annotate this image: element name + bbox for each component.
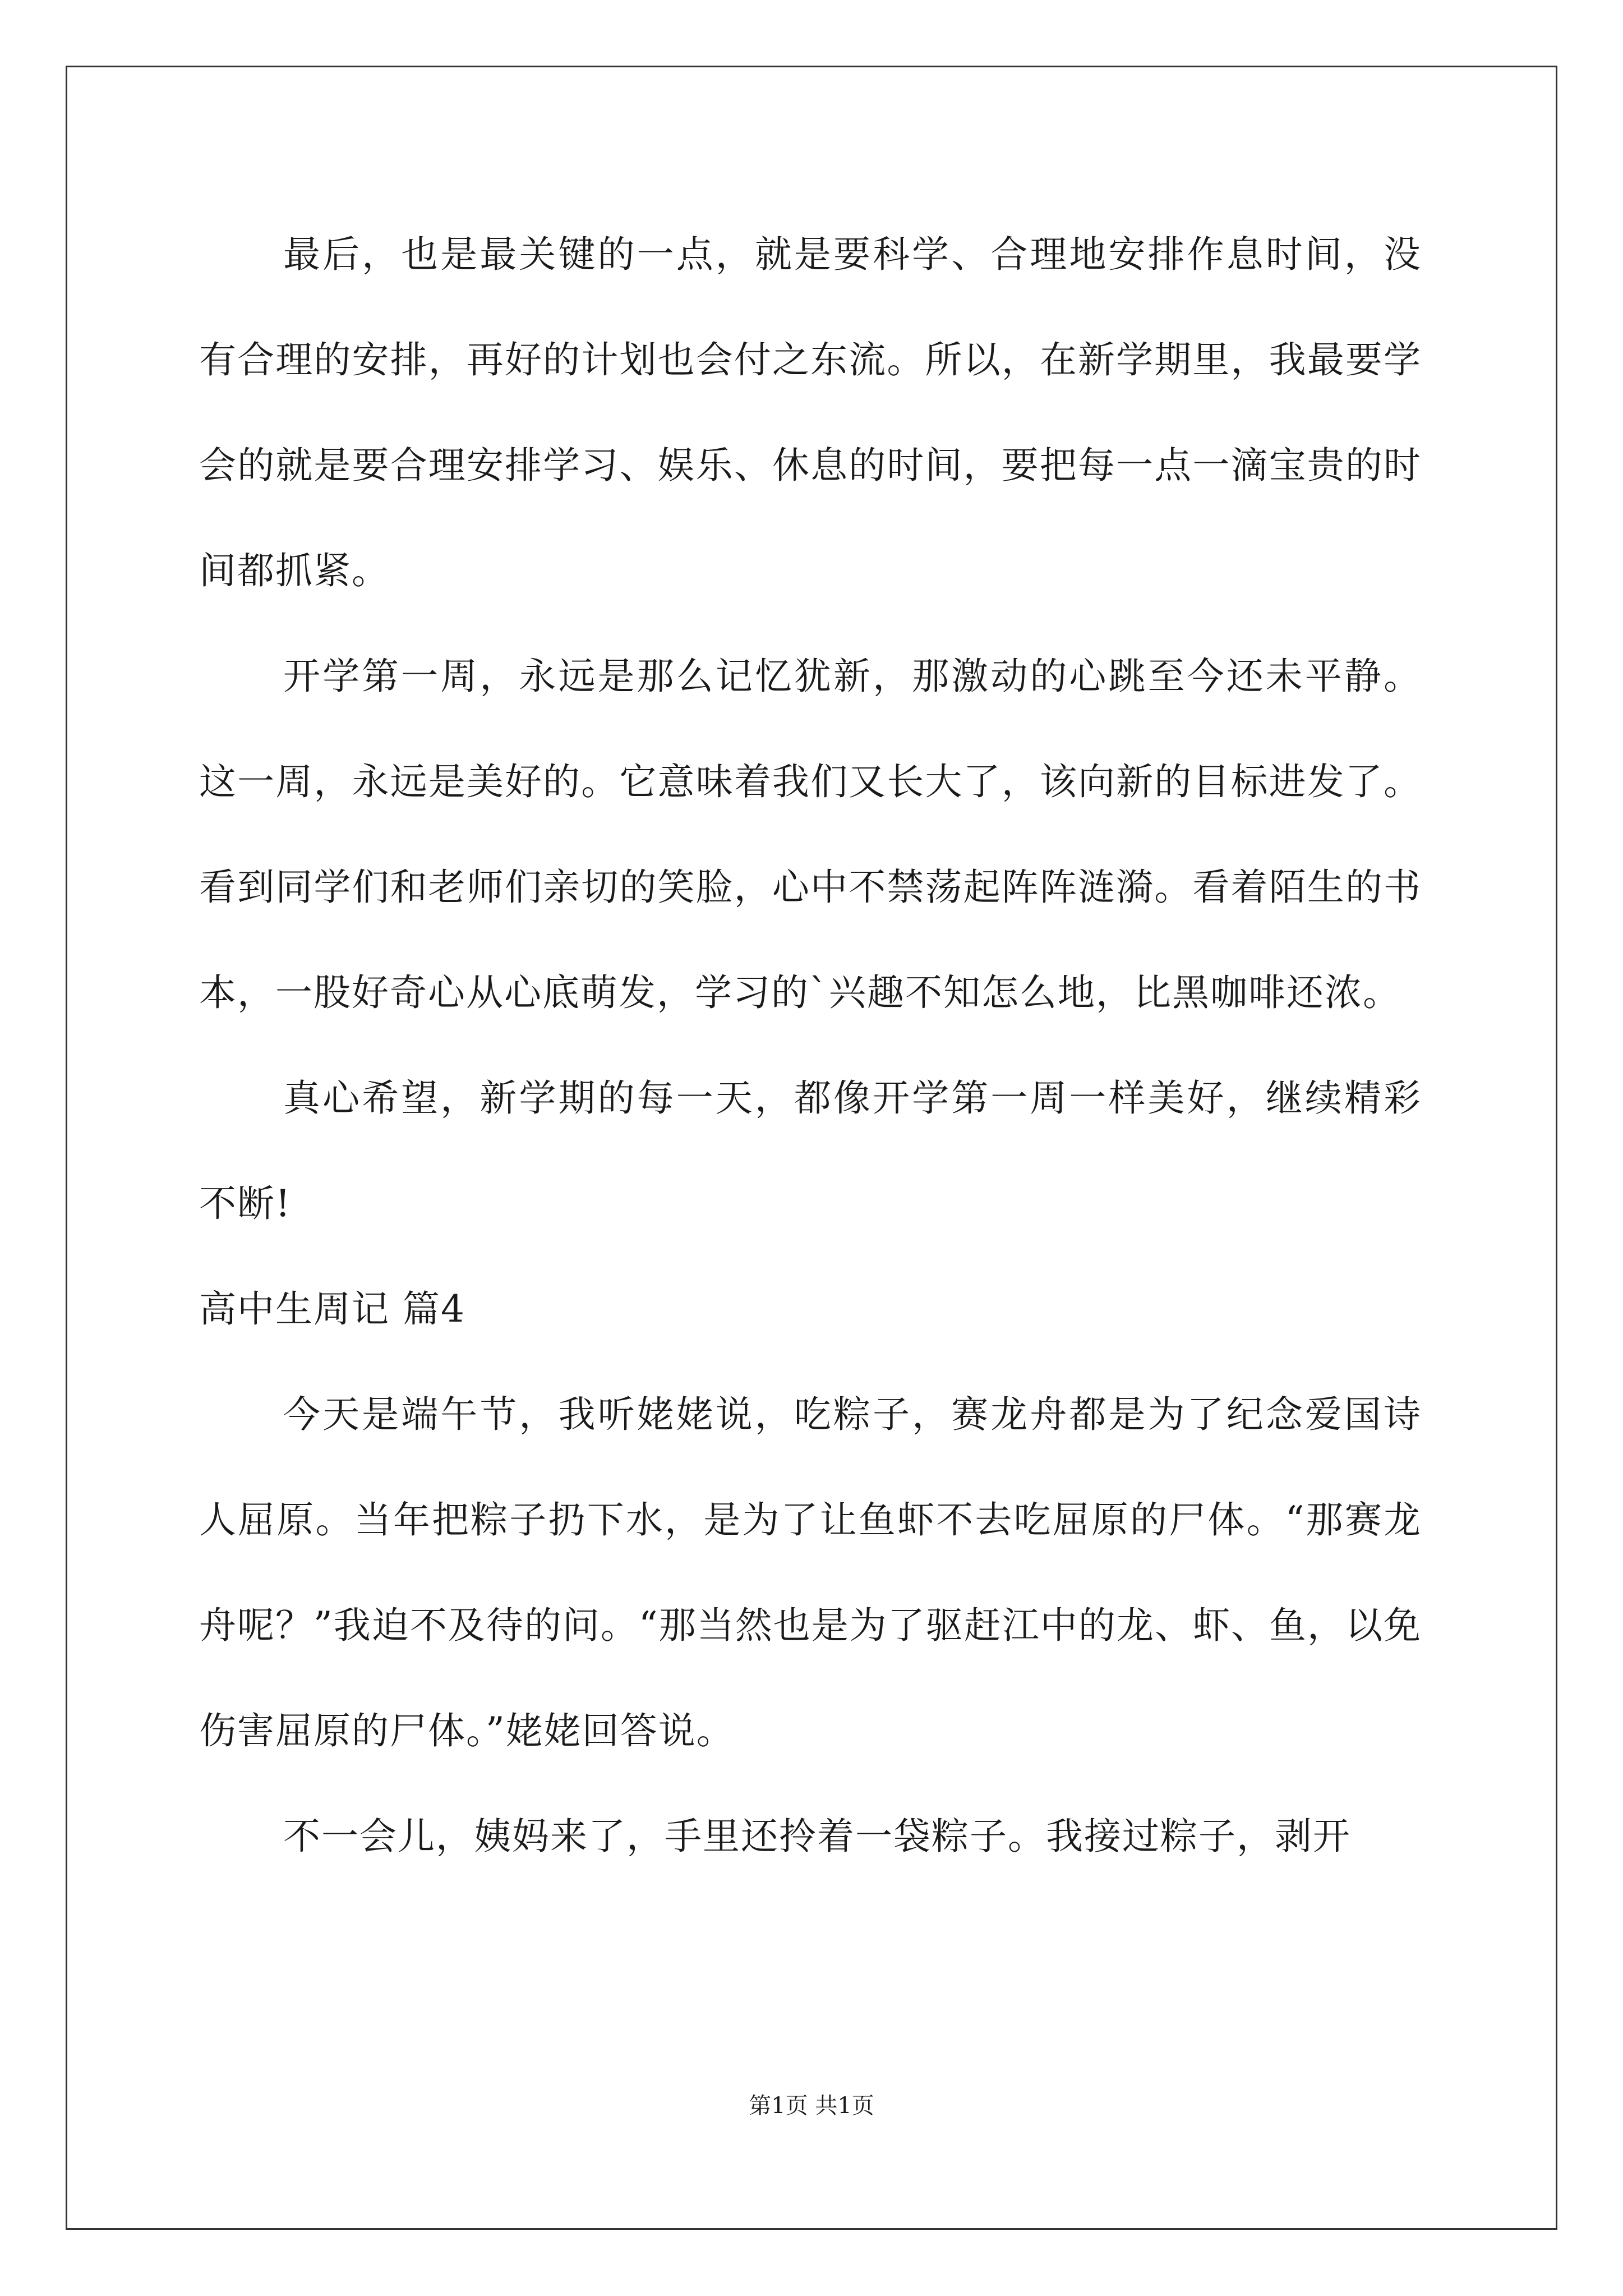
section-heading: 高中生周记 篇4 xyxy=(199,1287,465,1331)
document-body xyxy=(199,202,1422,1889)
paragraph: 最后，也是最关键的一点，就是要科学、合理地安排作息时间，没有合理的安排，再好的计划也会付之东流。所以，在新学期里，我最要学会的就是要合理安排学习、娱乐、休息的时间，要把每一点一滴宝贵的时间都抓紧。 xyxy=(199,233,1422,592)
paragraph: 真心希望，新学期的每一天，都像开学第一周一样美好，继续精彩不断! xyxy=(199,1076,1422,1225)
page-footer: 第1页 共1页 xyxy=(749,2093,874,2119)
paragraph: 不一会儿，姨妈来了，手里还拎着一袋粽子。我接过粽子，剥开 xyxy=(283,1815,1351,1858)
paragraph: 开学第一周，永远是那么记忆犹新，那激动的心跳至今还未平静。这一周，永远是美好的。它意味着我们又长大了，该向新的目标进发了。看到同学们和老师们亲切的笑脸，心中不禁荡起阵阵涟漪。看着陌生的书本，一股好奇心从心底萌发，学习的`兴趣不知怎么地，比黑咖啡还浓。 xyxy=(199,655,1422,1014)
paragraph: 今天是端午节，我听姥姥说，吃粽子，赛龙舟都是为了纪念爱国诗人屈原。当年把粽子扔下水，是为了让鱼虾不去吃屈原的尸体。“那赛龙舟呢？”我迫不及待的问。“那当然也是为了驱赶江中的龙、虾、鱼，以免伤害屈原的尸体。”姥姥回答说。 xyxy=(199,1393,1422,1752)
